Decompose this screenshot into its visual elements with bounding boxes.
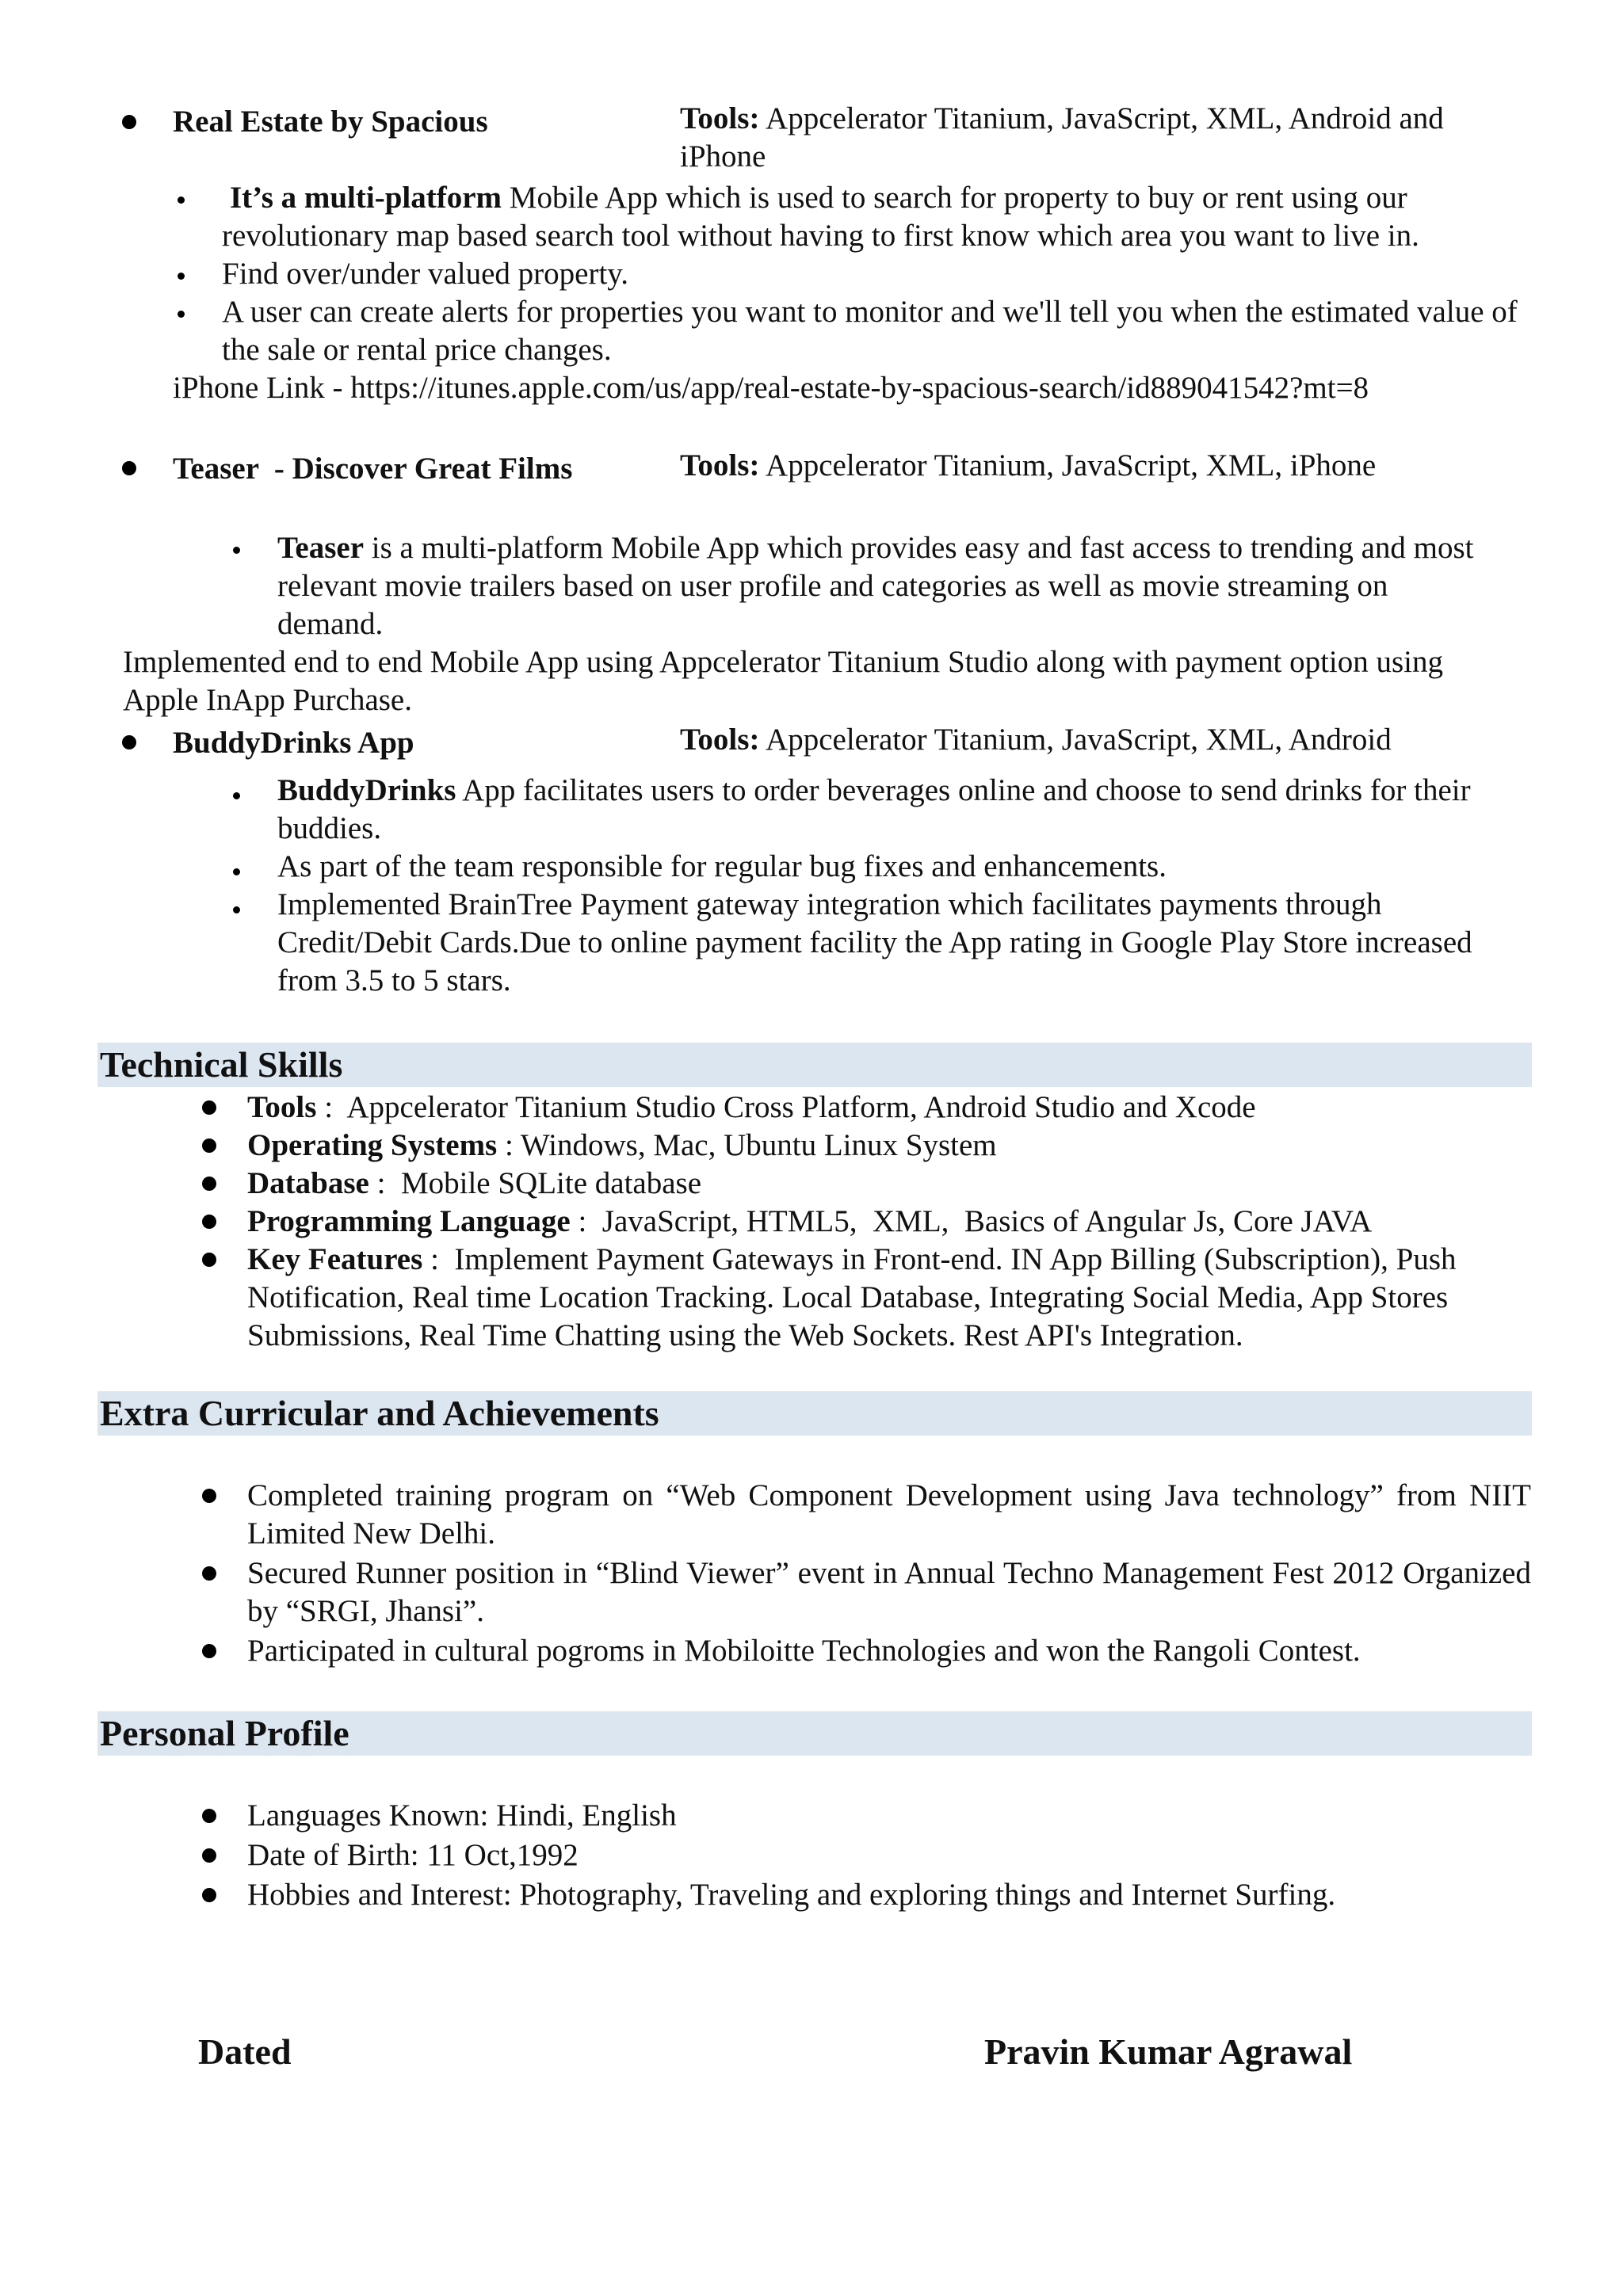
tools-label: Tools:	[680, 723, 760, 757]
tools-label: Tools:	[680, 448, 760, 482]
bullet-bold: BuddyDrinks	[277, 773, 456, 807]
achievement-item: Secured Runner position in “Blind Viewer” event in Annual Techno Management Fest 2012 Organized by “SRGI, Jhansi”.	[247, 1556, 1531, 1628]
skill-value: JavaScript, HTML5, XML, Basics of Angular Js, Core JAVA	[601, 1204, 1373, 1238]
skill-item	[247, 1089, 1531, 1127]
project-bullet-text	[277, 772, 1498, 848]
project-bullet	[122, 115, 136, 129]
achievement-item: Completed training program on “Web Component Development using Java technology” from NIIT Limited New Delhi.	[247, 1478, 1531, 1550]
project-bullet	[122, 461, 136, 475]
achievement-bullet	[202, 1566, 216, 1581]
skill-value: Mobile SQLite database	[400, 1166, 702, 1200]
skill-bullet	[202, 1215, 216, 1229]
skill-value: Appcelerator Titanium Studio Cross Platform, Android Studio and Xcode	[346, 1090, 1256, 1124]
section-heading: Extra Curricular and Achievements	[100, 1393, 659, 1433]
project-bullet	[122, 735, 136, 749]
bullet-bold: Teaser	[277, 531, 365, 565]
skill-bullet	[202, 1138, 216, 1153]
project-tools	[680, 100, 1520, 176]
profile-bullet	[202, 1848, 216, 1863]
skill-item	[247, 1127, 1531, 1165]
skill-label: Key Features	[247, 1242, 423, 1276]
sub-bullet	[233, 792, 240, 799]
bullet-text: Mobile App which is used to search for property to buy or rent using our revolutionary map based search tool without having to first know which area you want to live in.	[222, 181, 1419, 253]
project-bullet-text: Find over/under valued property.	[222, 257, 628, 291]
profile-item: Hobbies and Interest: Photography, Traveling and exploring things and Internet Surfing.	[247, 1878, 1336, 1912]
project-tools	[680, 447, 1520, 485]
achievement-bullet	[202, 1489, 216, 1503]
bullet-text: App facilitates users to order beverages online and choose to send drinks for their buddies.	[277, 773, 1471, 845]
project-bullet-text	[222, 179, 1522, 255]
profile-bullet	[202, 1888, 216, 1902]
achievement-item: Participated in cultural pogroms in Mobiloitte Technologies and won the Rangoli Contest.	[247, 1634, 1361, 1668]
skill-sep: :	[369, 1166, 401, 1200]
profile-item: Languages Known: Hindi, English	[247, 1798, 677, 1833]
skill-label: Database	[247, 1166, 369, 1200]
sub-bullet	[233, 547, 240, 554]
project-note: Implemented end to end Mobile App using Appcelerator Titanium Studio along with payment option using Apple InApp Purchase.	[123, 645, 1444, 717]
project-title: Teaser - Discover Great Films	[173, 452, 573, 486]
skill-sep: :	[497, 1128, 521, 1162]
skill-label: Operating Systems	[247, 1128, 498, 1162]
skill-sep: :	[570, 1204, 602, 1238]
profile-item: Date of Birth: 11 Oct,1992	[247, 1838, 579, 1872]
achievement-bullet	[202, 1644, 216, 1658]
dated-label: Dated	[198, 2031, 292, 2072]
bullet-text: is a multi-platform Mobile App which provides easy and fast access to trending and most relevant movie trailers based on user profile and categories as well as movie streaming on demand.	[277, 531, 1474, 641]
skill-bullet	[202, 1253, 216, 1267]
sub-bullet	[178, 196, 185, 204]
skill-sep: :	[422, 1242, 455, 1276]
project-link: iPhone Link - https://itunes.apple.com/us/app/real-estate-by-spacious-search/id889041542?mt=8	[173, 371, 1369, 405]
skill-value: Implement Payment Gateways in Front-end. IN App Billing (Subscription), Push Notification, Real time Location Tracking. Local Database, Integrating Social Media, App Stores Submissions, Real Time Chatting using the Web Sockets. Rest API's Integration.	[247, 1242, 1457, 1352]
tools-value: Appcelerator Titanium, JavaScript, XML, Android	[766, 723, 1392, 757]
section-heading: Personal Profile	[100, 1713, 349, 1753]
skill-label: Programming Language	[247, 1204, 571, 1238]
project-tools	[680, 721, 1520, 759]
skill-bullet	[202, 1100, 216, 1115]
project-bullet-text: A user can create alerts for properties you want to monitor and we'll tell you when the estimated value of the sale or rental price changes.	[222, 295, 1518, 367]
skill-item	[247, 1241, 1531, 1355]
skill-item	[247, 1203, 1531, 1241]
project-bullet-text: As part of the team responsible for regular bug fixes and enhancements.	[277, 849, 1167, 883]
skill-bullet	[202, 1177, 216, 1191]
tools-label: Tools:	[680, 101, 760, 135]
signatory-name: Pravin Kumar Agrawal	[984, 2031, 1353, 2072]
sub-bullet	[233, 906, 240, 913]
skill-label: Tools	[247, 1090, 317, 1124]
tools-value: Appcelerator Titanium, JavaScript, XML, Android and iPhone	[680, 101, 1444, 174]
project-title: BuddyDrinks App	[173, 726, 414, 760]
sub-bullet	[233, 868, 240, 875]
skill-item	[247, 1165, 1531, 1203]
skill-value: Windows, Mac, Ubuntu Linux System	[520, 1128, 997, 1162]
project-bullet-text	[277, 529, 1498, 643]
tools-value: Appcelerator Titanium, JavaScript, XML, iPhone	[766, 448, 1377, 482]
sub-bullet	[178, 273, 185, 280]
project-title: Real Estate by Spacious	[173, 105, 488, 139]
sub-bullet	[178, 311, 185, 318]
section-heading: Technical Skills	[100, 1044, 343, 1085]
skill-sep: :	[316, 1090, 347, 1124]
bullet-bold: It’s a multi-platform	[230, 181, 502, 215]
project-bullet-text: Implemented BrainTree Payment gateway integration which facilitates payments through Credit/Debit Cards.Due to online payment facility the App rating in Google Play Store increased from 3.5 to 5 stars.	[277, 887, 1472, 997]
profile-bullet	[202, 1809, 216, 1823]
